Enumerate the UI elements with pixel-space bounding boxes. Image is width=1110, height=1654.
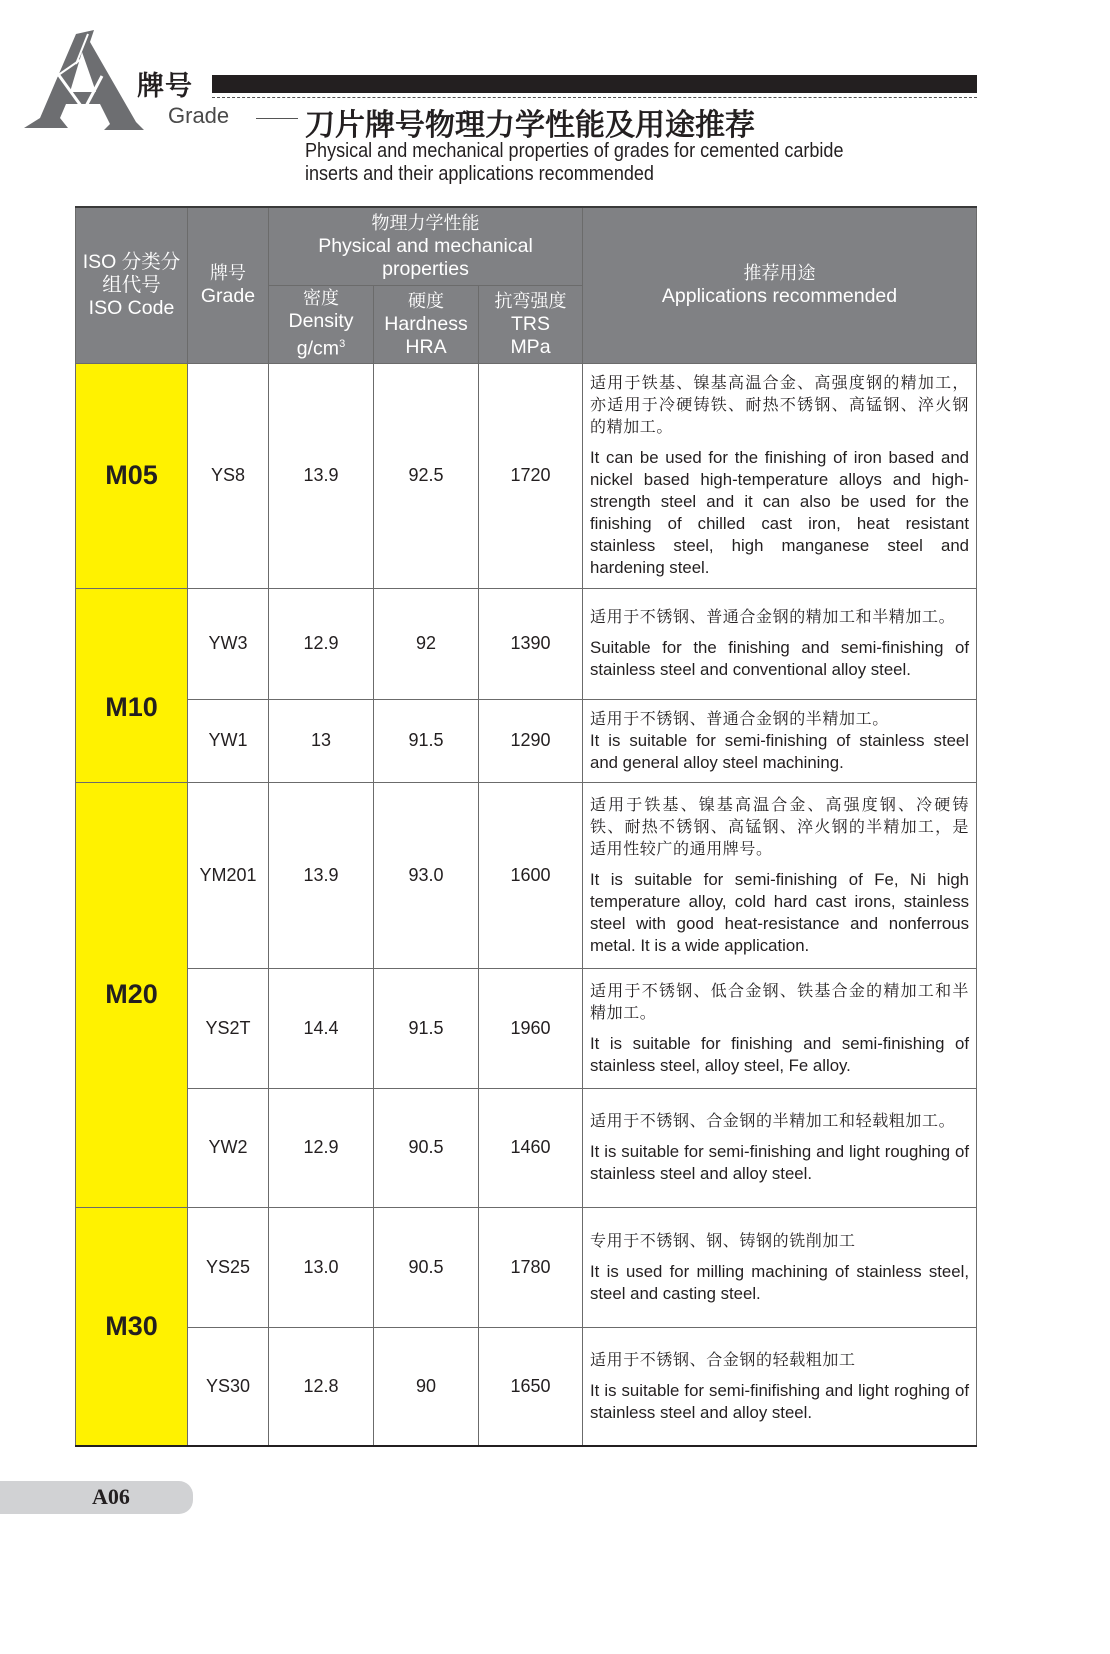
header-phys-cn: 物理力学性能 (371, 212, 480, 234)
table-row (76, 782, 977, 968)
application-cn: 适用于不锈钢、普通合金钢的半精加工。 (590, 708, 889, 728)
hardness-cell: 92.5 (374, 363, 479, 588)
grade-section-logo-icon (24, 30, 144, 132)
grade-cell: YM201 (188, 782, 269, 968)
header-hardness (374, 285, 479, 363)
application-cn: 适用于不锈钢、低合金钢、铁基合金的精加工和半精加工。 (590, 980, 969, 1022)
header-hardness-en: Hardness (384, 312, 468, 335)
header-trs-cn: 抗弯强度 (494, 290, 567, 312)
application-cell (583, 363, 977, 588)
grade-cell: YW1 (188, 699, 269, 782)
application-en: It is suitable for semi-finishing and light roughing of stainless steel and alloy steel. (590, 1142, 969, 1183)
grade-cell: YS2T (188, 968, 269, 1088)
header-iso-en: ISO Code (88, 296, 175, 319)
density-unit-sup: 3 (339, 338, 346, 351)
application-cell (583, 968, 977, 1088)
header-density-unit (269, 333, 373, 361)
header-hardness-cn: 硬度 (408, 290, 444, 312)
grade-cell: YW3 (188, 588, 269, 699)
table-row (76, 588, 977, 699)
header-iso-code (76, 207, 188, 363)
page-title-en-line2: inserts and their applications recommended (305, 162, 654, 185)
title-dash-divider (256, 118, 298, 119)
header-applications (583, 207, 977, 363)
table-row (76, 363, 977, 588)
trs-cell: 1600 (479, 782, 583, 968)
density-cell: 12.9 (269, 1088, 374, 1207)
application-cn: 适用于铁基、镍基高温合金、高强度钢的精加工，亦适用于冷硬铸铁、耐热不锈钢、高锰钢、淬火钢的精加工。 (590, 373, 969, 436)
trs-cell: 1960 (479, 968, 583, 1088)
hardness-cell: 90 (374, 1327, 479, 1446)
grade-cell: YS25 (188, 1207, 269, 1327)
section-title-cn: 牌号 (137, 71, 193, 102)
trs-cell: 1720 (479, 363, 583, 588)
grade-cell: YS8 (188, 363, 269, 588)
application-en: It is suitable for finishing and semi-finishing of stainless steel, alloy steel, Fe alloy. (590, 1033, 969, 1075)
page-number: A06 (92, 1484, 130, 1509)
hardness-cell: 90.5 (374, 1088, 479, 1207)
application-cn: 适用于铁基、镍基高温合金、高强度钢、冷硬铸铁、耐热不锈钢、高锰钢、淬火钢的半精加工，是适用性较广的通用牌号。 (590, 794, 969, 858)
page-title-en (305, 139, 843, 185)
iso-code-cell: M30 (76, 1207, 188, 1446)
trs-cell: 1390 (479, 588, 583, 699)
header-iso-cn1: ISO 分类分 (82, 250, 181, 273)
header-trs-en: TRS (511, 312, 550, 335)
table-row (76, 699, 977, 782)
hardness-cell: 90.5 (374, 1207, 479, 1327)
grade-cell: YS30 (188, 1327, 269, 1446)
density-cell: 13.9 (269, 363, 374, 588)
density-cell: 13.0 (269, 1207, 374, 1327)
hardness-cell: 92 (374, 588, 479, 699)
density-cell: 13 (269, 699, 374, 782)
header-trs (479, 285, 583, 363)
application-cell (583, 588, 977, 699)
table-row (76, 968, 977, 1088)
page-title-cn: 刀片牌号物理力学性能及用途推荐 (305, 108, 755, 143)
header-grade-cn: 牌号 (210, 263, 246, 285)
header-bar (212, 75, 977, 93)
grades-properties-table (75, 206, 977, 1447)
application-cell (583, 1088, 977, 1207)
table-row (76, 1327, 977, 1446)
density-cell: 14.4 (269, 968, 374, 1088)
application-cn: 适用于不锈钢、合金钢的半精加工和轻载粗加工。 (590, 1111, 956, 1130)
application-en: It is suitable for semi-finishing of Fe, Ni high temperature alloy, cold hard cast irons, stainless steel with good heat-resistance and nonferrous metal. It is a wide application. (590, 869, 969, 955)
table-row (76, 1207, 977, 1327)
header-physical-group (269, 207, 583, 285)
trs-cell: 1460 (479, 1088, 583, 1207)
application-en: Suitable for the finishing and semi-finishing of stainless steel and conventional alloy steel. (590, 638, 969, 679)
application-cell (583, 1207, 977, 1327)
header-dashed-divider (212, 97, 977, 98)
iso-code-cell: M05 (76, 363, 188, 588)
density-cell: 13.9 (269, 782, 374, 968)
density-cell: 12.8 (269, 1327, 374, 1446)
page-title-en-line1: Physical and mechanical properties of grades for cemented carbide (305, 139, 844, 162)
application-en: It can be used for the finishing of iron based and nickel based high-temperature alloys and high-strength steel and it can also be used for the finishing of chilled cast iron, heat resistant stainless steel, high manganese steel and hardening steel. (590, 448, 969, 577)
header-app-en: Applications recommended (661, 285, 898, 308)
application-en: It is used for milling machining of stainless steel, steel and casting steel. (590, 1261, 969, 1303)
header-trs-unit: MPa (510, 335, 551, 358)
trs-cell: 1650 (479, 1327, 583, 1446)
hardness-cell: 93.0 (374, 782, 479, 968)
application-en: It is suitable for semi-finishing of stainless steel and general alloy steel machining. (590, 730, 969, 772)
application-cell (583, 782, 977, 968)
section-title-en: Grade (168, 103, 230, 128)
header-density-en: Density (288, 310, 354, 333)
header-iso-cn2: 组代号 (102, 273, 161, 296)
trs-cell: 1290 (479, 699, 583, 782)
density-unit-base: g/cm (296, 337, 340, 360)
iso-code-cell: M10 (76, 588, 188, 782)
header-density (269, 285, 374, 363)
header-phys-en2: properties (382, 257, 469, 280)
header-grade (188, 207, 269, 363)
trs-cell: 1780 (479, 1207, 583, 1327)
table-row (76, 1088, 977, 1207)
application-cn: 适用于不锈钢、合金钢的轻载粗加工 (590, 1349, 856, 1369)
density-cell: 12.9 (269, 588, 374, 699)
application-cn: 专用于不锈钢、钢、铸钢的铣削加工 (590, 1230, 856, 1250)
header-hardness-unit: HRA (405, 335, 447, 358)
application-cell (583, 699, 977, 782)
application-cell (583, 1327, 977, 1446)
hardness-cell: 91.5 (374, 968, 479, 1088)
hardness-cell: 91.5 (374, 699, 479, 782)
header-phys-en1: Physical and mechanical (318, 234, 533, 257)
grade-cell: YW2 (188, 1088, 269, 1207)
header-density-cn: 密度 (303, 288, 339, 310)
iso-code-cell: M20 (76, 782, 188, 1207)
header-grade-en: Grade (200, 285, 256, 308)
application-en: It is suitable for semi-finifishing and light roghing of stainless steel and alloy steel. (590, 1380, 969, 1422)
application-cn: 适用于不锈钢、普通合金钢的精加工和半精加工。 (590, 607, 956, 626)
header-app-cn: 推荐用途 (743, 263, 816, 285)
